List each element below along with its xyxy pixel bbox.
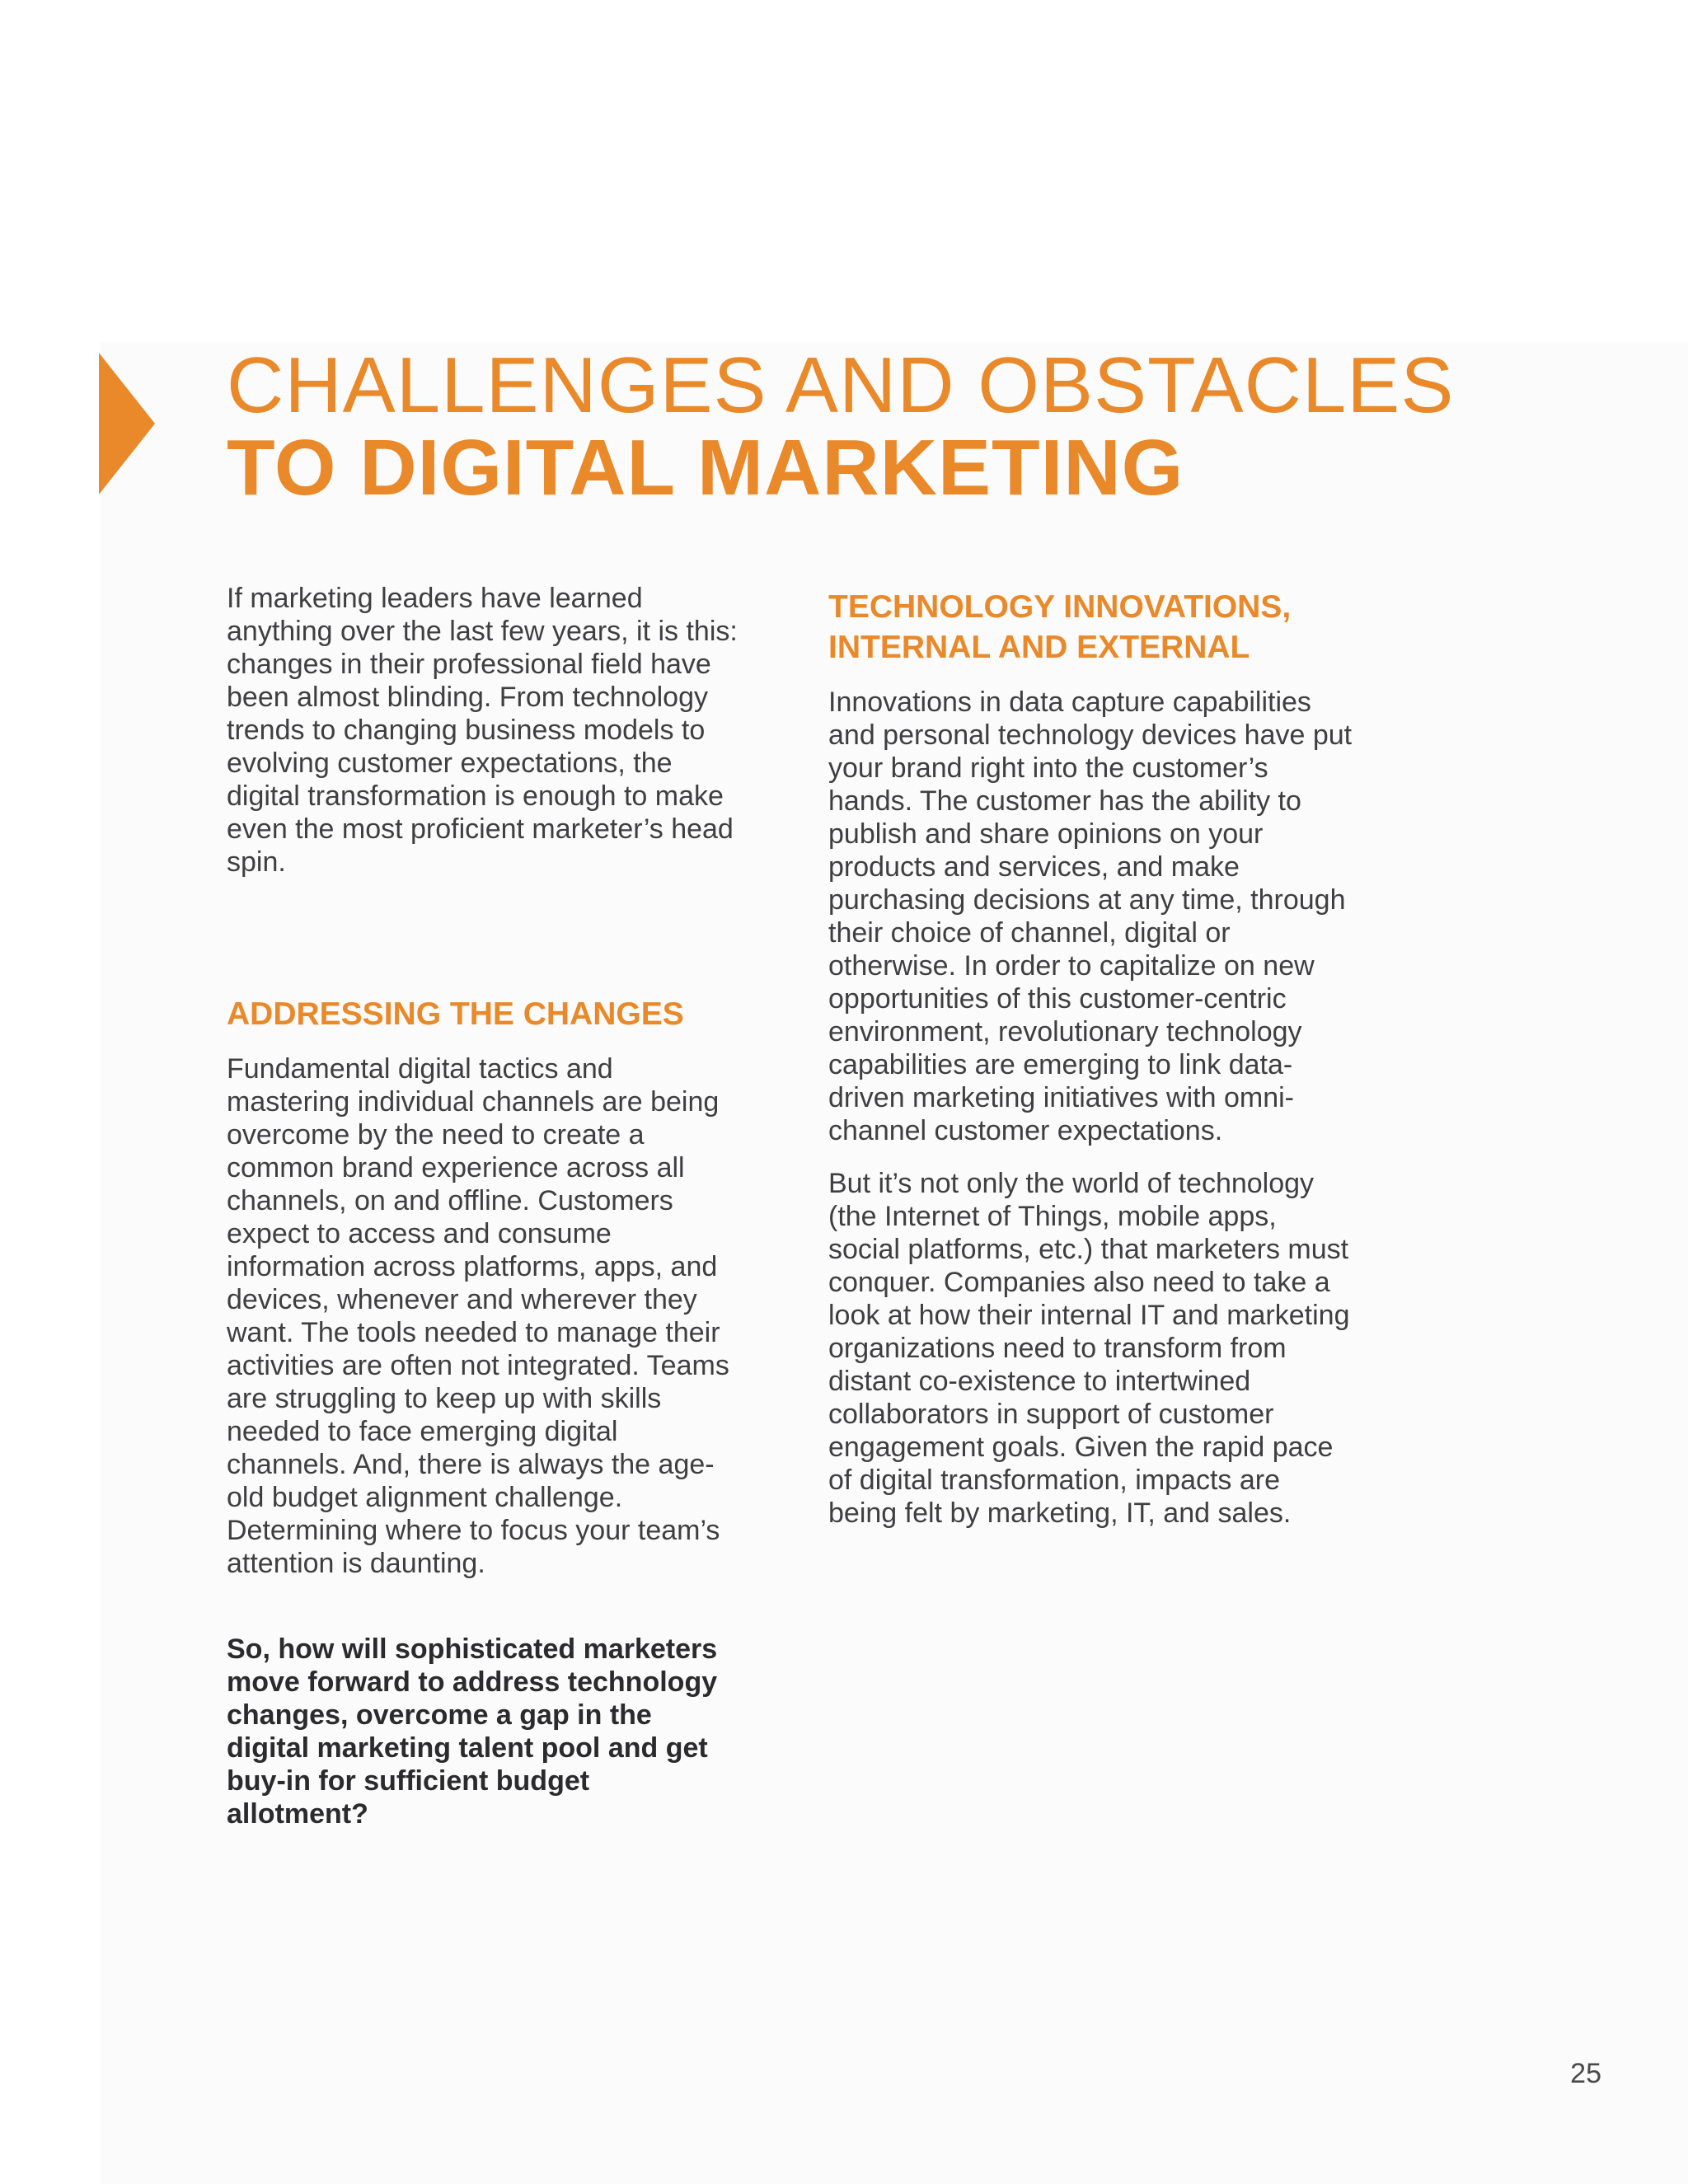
technology-innovations-heading: TECHNOLOGY INNOVATIONS, INTERNAL AND EXTERNAL <box>828 589 1292 665</box>
technology-paragraph-1: Innovations in data capture capabilities and personal technology devices have put your brand right into the customer’s hands. The customer has the ability to publish and share opinions on your products and services, and make purchasing decisions at any time, through their choice of channel, digital or otherwise. In order to capitalize on new opportunities of this customer-centric environment, revolutionary technology capabilities are emerging to link data-driven marketing initiatives with omni-channel customer expectations. <box>828 687 1353 1146</box>
left-column <box>227 582 738 1830</box>
page-number: 25 <box>1570 2058 1601 2089</box>
intro-paragraph: If marketing leaders have learned anything over the last few years, it is this: changes in their professional field have been almost blinding. From technology trends to changing business models to evolving customer expectations, the digital transformation is enough to make even the most proficient marketer’s head spin. <box>227 583 738 878</box>
key-question: So, how will sophisticated marketers move forward to address technology changes, overcome a gap in the digital marketing talent pool and get buy-in for sufficient budget allotment? <box>227 1633 718 1830</box>
addressing-changes-paragraph: Fundamental digital tactics and mastering individual channels are being overcome by the need to create a common brand experience across all channels, on and offline. Customers expect to access and consume information across platforms, apps, and devices, whenever and wherever they want. The tools needed to manage their activities are often not integrated. Teams are struggling to keep up with skills needed to face emerging digital channels. And, there is always the age-old budget alignment challenge. Determining where to focus your team’s attention is daunting. <box>227 1053 729 1579</box>
addressing-changes-heading: ADDRESSING THE CHANGES <box>227 996 684 1032</box>
orange-arrow-icon <box>99 353 155 494</box>
title-line-1: CHALLENGES AND OBSTACLES <box>227 341 1455 429</box>
technology-paragraph-2: But it’s not only the world of technology (the Internet of Things, mobile apps, social platforms, etc.) that marketers must conquer. Companies also need to take a look at how their internal IT and marketing organizations need to transform from distant co-existence to intertwined collaborators in support of customer engagement goals. Given the rapid pace of digital transformation, impacts are being felt by marketing, IT, and sales. <box>828 1168 1350 1529</box>
page-title <box>227 341 1628 512</box>
right-column <box>828 582 1356 1530</box>
title-line-2: TO DIGITAL MARKETING <box>227 424 1184 512</box>
